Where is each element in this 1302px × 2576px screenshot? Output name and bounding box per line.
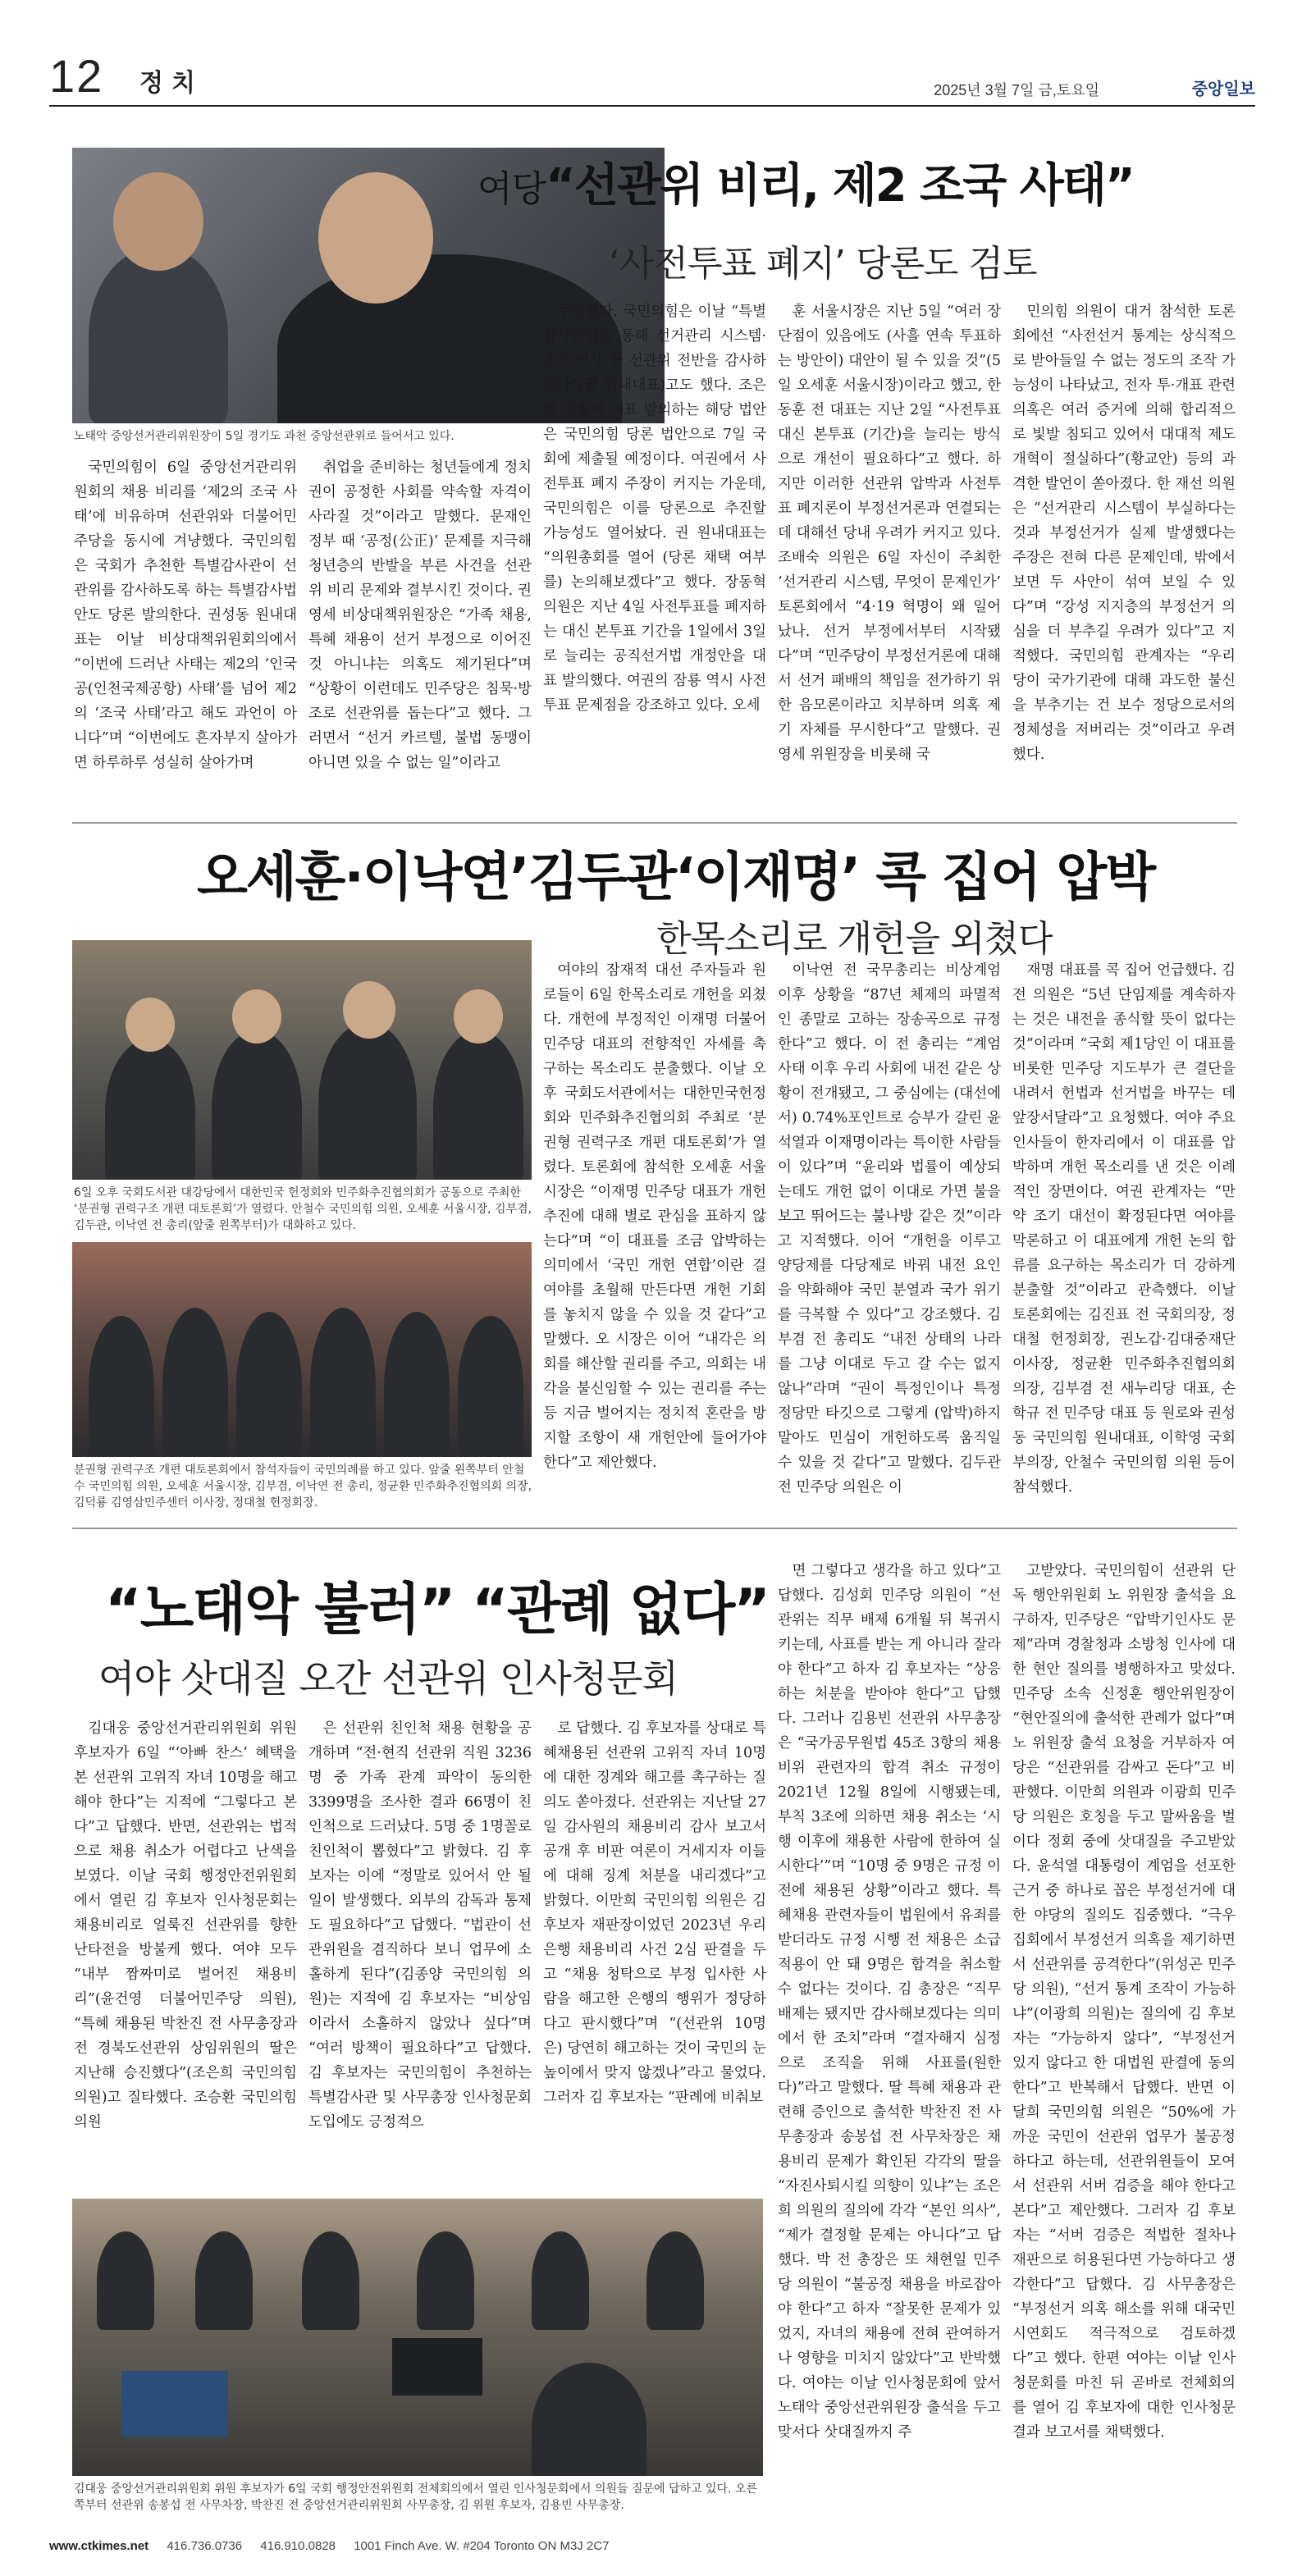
article1-subhead: ‘사전투표 폐지’ 당론도 검토 [609,243,1037,285]
article1-headline-prefix: 여당 [477,168,546,210]
article1-col3: 주장했다. 국민의힘은 이날 “특별감사관법을 통해 선거관리 시스템·조직·인사 등 선관위 전반을 감사하겠다”(권 원내대표)고도 했다. 조은희 의원이 대표 발의하는 해당 법안은 국민의힘 당론 법안으로 7일 국회에 제출될 예정이다. 여권에서 사전투표 폐지 주장이 커지는 가운데, 국민의힘은 이를 당론으로 추진할 가능성도 열어놨다. 권 원내대표는 “의원총회를 열어 (당론 채택 여부를) 논의해보겠다”고 했다. 장동혁 의원은 지난 4일 사전투표를 폐지하는 대신 본투표 기간을 1일에서 3일로 늘리는 공직선거법 개정안을 대표 발의했다. 여권의 잠룡 역시 사전투표 문제점을 강조하고 있다. 오세 [543,304,766,714]
article3-headline: “노태악 불러” “관례 없다” [105,1578,769,1642]
divider [72,822,1237,824]
article1-col2: 취업을 준비하는 청년들에게 정치권이 공정한 사회를 약속할 자격이 사라질 것”이라고 말했다. 문재인 정부 때 ‘공정(公正)’ 문제를 지극해 청년층의 반발을 부른 사건을 선관위 비리 문제와 결부시킨 것이다. 권영세 비상대책위원장은 “가족 채용, 특혜 채용이 선거 부정으로 이어진 것 아니냐는 의혹도 제기된다”며 “상황이 이런데도 민주당은 침묵·방조로 선관위를 돕는다”고 했다. 그러면서 “선거 카르텔, 불법 동맹이 아니면 있을 수 없는 일”이라고 [308,459,532,771]
footer-site: www.ctkimes.net [49,2539,149,2553]
article2-photo1 [72,940,532,1180]
footer-address: 1001 Finch Ave. W. #204 Toronto ON M3J 2C7 [354,2539,610,2553]
page-header [49,49,1255,107]
article3-photo-caption: 김대웅 중앙선거관리위원회 위원 후보자가 6일 국회 행정안전위원회 전체회의에서 열린 인사청문회에서 의원들 질문에 답하고 있다. 오른쪽부터 선관위 송봉섭 전 사무차장, 박찬진 전 중앙선거관리위원회 사무총장, 김 위원 후보자, 김용빈 사무총장. [74,2482,758,2512]
footer-phone2: 416.910.0828 [260,2539,336,2553]
article3-col1: 김대웅 중앙선거관리위원회 위원 후보자가 6일 “‘아빠 찬스’ 혜택을 본 선관위 고위직 자녀 10명을 해고해야 한다”는 지적에 “그렇다고 본다”고 답했다. 반면, 선관위는 법적으로 채용 취소가 어렵다고 난색을 보였다. 이날 국회 행정안전위원회에서 열린 김 후보자 인사청문회는 채용비리로 얼룩진 선관위를 향한 난타전을 방불케 했다. 여야 모두 “내부 짬짜미로 벌어진 채용비리”(윤건영 더불어민주당 의원), “특혜 채용된 박찬진 전 사무총장과 전 경북도선관위 상임위원의 딸은 지난해 승진했다”(조은희 국민의힘 의원)고 질타했다. 조승환 국민의힘 의원 [74,1720,297,2131]
article1-col5: 민의힘 의원이 대거 참석한 토론회에선 “사전선거 통계는 상식적으로 받아들일 수 없는 정도의 조작 가능성이 나타났고, 전자 투·개표 관련 의혹은 여러 증거에 의해 합리적으로 빛발 침되고 있어서 대대적 제도 개혁이 절실하다”(황교안) 등의 과격한 발언이 쏟아졌다. 한 재선 의원은 “선거관리 시스템이 부실하다는 것과 부정선거가 실제 발생했다는 주장은 전혀 다른 문제인데, 밖에서 보면 두 사안이 섞여 보일 수 있다”며 “강성 지지층의 부정선거 의심을 더 부추길 우려가 있다”고 지적했다. 국민의힘 관계자는 “우리 당이 국가기관에 대해 과도한 불신을 부추기는 건 보수 정당으로서의 정체성을 저버리는 것”이라고 우려했다. [1012,304,1236,763]
article3-col2: 은 선관위 친인척 채용 현황을 공개하며 “전·현직 선관위 직원 3236명 중 가족 관계 파악이 동의한 3399명을 조사한 결과 66명이 친인척으로 드러났다. 5명 중 1명꼴로 친인척이 뽑혔다”고 밝혔다. 김 후보자는 이에 “정말로 있어서 안 될 일이 발생했다. 외부의 감독과 통제도 필요하다”고 답했다. “법관이 선관위원을 겸직하다 보니 업무에 소홀하게 된다”(김종양 국민의힘 의원)는 지적에 김 후보자는 “비상임이라서 소홀하지 않았나 싶다”며 “여러 방책이 필요하다”고 답했다. 김 후보자는 국민의힘이 추천하는 특별감사관 및 사무총장 인사청문회 도입에도 긍정적으 [308,1720,532,2131]
article2-col1: 여야의 잠재적 대선 주자들과 원로들이 6일 한목소리로 개헌을 외쳤다. 개헌에 부정적인 이재명 더불어민주당 대표의 전향적인 자세를 촉구하는 목소리도 분출했다. 이날 오후 국회도서관에서는 대한민국헌정회와 민주화추진협의회 주최로 ‘분권형 권력구조 개편 대토론회’가 열렸다. 토론회에 참석한 오세훈 서울시장은 “이재명 민주당 대표가 개헌 추진에 대해 별로 관심을 표하지 않는다”며 “이 대표를 조금 압박하는 의미에서 ‘국민 개헌 연합’이란 걸 여야를 초월해 만든다면 개헌 기회를 놓치지 않을 수 있을 것 같다”고 말했다. 오 시장은 이어 “내각은 의회를 해산할 권리를 주고, 의회는 내각을 불신임할 수 있는 권리를 주는 등 지금 벌어지는 정치적 혼란을 방지할 조항이 새 개헌안에 들어가야 한다”고 제안했다. [543,962,766,1471]
article2-headline: 오세훈·이낙연’김두관‘이재명’ 콕 집어 압박 [197,847,1155,908]
article2-col3: 재명 대표를 콕 집어 언급했다. 김 전 의원은 “5년 단임제를 계속하자는 것은 내전을 종식할 뜻이 없다는 것”이라며 “국회 제1당인 이 대표를 비롯한 민주당 지도부가 큰 결단을 내려서 헌법과 선거법을 바꾸는 데 앞장서달라”고 요청했다. 여야 주요 인사들이 한자리에서 이 대표를 압박하며 개헌 목소리를 낸 것은 이례적인 장면이다. 여권 관계자는 “만약 조기 대선이 확정된다면 여야를 막론하고 이 대표에게 개헌 논의 합류를 요구하는 목소리가 더 강하게 분출할 것”이라고 관측했다. 이날 토론회에는 김진표 전 국회의장, 정대철 헌정회장, 권노갑·김대중재단 이사장, 정균환 민주화추진협의회 의장, 김부겸 전 새누리당 대표, 손학규 전 민주당 대표 등 원로와 권성동 국민의힘 원내대표, 이학영 국회부의장, 안철수 국민의힘 의원 등이 참석했다. [1012,962,1236,1496]
issue-date: 2025년 3월 7일 금,토요일 [934,82,1099,98]
article1-headline [477,149,1134,215]
section-name: 정치 [139,69,203,98]
article3-col3: 로 답했다. 김 후보자를 상대로 특혜채용된 선관위 고위직 자녀 10명에 대한 징계와 해고를 촉구하는 질의도 쏟아졌다. 선관위는 지난달 27일 감사원의 채용비리 감사 보고서 공개 후 비판 여론이 거세지자 이들에 대해 징계 처분을 내리겠다”고 밝혔다. 이만희 국민의힘 의원은 김 후보자 재판장이었던 2023년 우리은행 채용비리 사건 2심 판결을 두고 “채용 청탁으로 부정 입사한 사람을 해고한 은행의 행위가 정당하다고 판시했다”며 “(선관위 10명은) 당연히 해고하는 것이 국민의 눈높이에서 맞지 않겠나”라고 물었다. 그러자 김 후보자는 “판례에 비춰보 [543,1720,766,2106]
divider [72,1528,1237,1529]
article3-photo [72,2199,763,2476]
article1-col1: 국민의힘이 6일 중앙선거관리위원회의 채용 비리를 ‘제2의 조국 사태’에 비유하며 선관위와 더불어민주당을 동시에 겨냥했다. 국민의힘은 국회가 추천한 특별감사관이 선관위를 감사하도록 하는 특별감사법안도 당론 발의한다. 권성동 원내대표는 이날 비상대책위원회의에서 “이번에 드러난 사태는 제2의 ‘인국공(인천국제공항) 사태’를 넘어 제2의 ‘조국 사태’라고 해도 과언이 아니다”며 “이번에도 흔자부지 살아가면 하루하루 성실히 살아가며 [74,459,297,771]
article2-col2: 이낙연 전 국무총리는 비상계엄 이후 상황을 “87년 체제의 파멸적인 종말로 고하는 장송곡으로 규정한다”고 했다. 이 전 총리는 “계엄 사태 이후 우리 사회에 내전 같은 상황이 전개됐고, 그 중심에는 (대선에서) 0.74%포인트로 승부가 갈린 윤석열과 이재명이라는 특이한 사람들이 있다”며 “윤리와 법률이 예상되는데도 개헌 없이 이대로 가면 불을 보고 뛰어드는 불나방 같은 것”이라고 지적했다. 이어 “개헌을 이루고 양당제를 다당제로 바꿔 내전 요인을 약화해야 국민 분열과 국가 위기를 극복할 수 있다”고 강조했다. 김부겸 전 총리도 “내전 상태의 나라를 그냥 이대로 두고 갈 수는 없지 않나”라며 “권이 특정인이나 특정 정당만 타깃으로 그렇게 (압박)하지 말아도 민심이 개헌하도록 움직일 수 있을 것 같다”고 말했다. 김두관 전 민주당 의원은 이 [778,962,1001,1496]
article1-photo-caption: 노태악 중앙선거관리위원장이 5일 경기도 과천 중앙선관위로 들어서고 있다. [74,430,455,443]
article3-subhead: 여야 삿대질 오간 선관위 인사청문회 [98,1656,678,1701]
page-number: 12 [49,50,104,102]
article2-photo2 [72,1242,532,1457]
footer-phone1: 416.736.0736 [167,2539,243,2553]
article2-photo2-caption: 분권형 권력구조 개편 대토론회에서 참석자들이 국민의례를 하고 있다. 앞줄 왼쪽부터 안철수 국민의힘 의원, 오세훈 서울시장, 김부겸, 이낙연 전 총리, 정균환 민주화추진협의회 의장, 김덕룡 김영삼민주센터 이사장, 정대철 헌정회장. [74,1464,532,1510]
article1-headline-text: “선관위 비리, 제2 조국 사태” [546,159,1134,212]
paper-name: 중앙일보 [1191,79,1255,98]
page-footer [49,2539,1255,2560]
article3-col5: 고받았다. 국민의힘이 선관위 단독 행안위원회 노 위원장 출석을 요구하자, 민주당은 “압박기인사도 문제”라며 경찰청과 소방청 인사에 대한 현안 질의를 병행하자고 맞섰다. 민주당 소속 신정훈 행안위원장이 “현안질의에 출석한 관례가 없다”며 노 위원장 출석 요청을 거부하자 여당은 “선관위를 감싸고 돈다”고 비판했다. 이만희 의원과 이광희 민주당 의원은 호칭을 두고 말싸움을 벌이다 정회 중에 삿대질을 주고받았다. 윤석열 대통령이 계엄을 선포한 근거 중 하나로 꼽은 부정선거에 대한 야당의 질의도 집중했다. “극우 집회에서 부정선거 의혹을 제기하면서 선관위를 공격한다”(위성곤 민주당 의원), “선거 통계 조작이 가능하냐”(이광희 의원)는 질의에 김 후보자는 “가능하지 않다”, “부정선거 있지 않다고 한 대법원 판결에 동의한다”고 반복해서 답했다. 반면 이달희 국민의힘 의원은 “50%에 가까운 국민이 선관위 업무가 불공정하다고 하는데, 선관위원들이 모여서 선관위 서버 검증을 해야 한다고 본다”고 제안했다. 그러자 김 후보자는 “서버 검증은 적법한 절차나 재판으로 허용된다면 가능하다고 생각한다”고 답했다. 김 사무총장은 “부정선거 의혹 해소를 위해 대국민 시연회도 적극적으로 검토하겠다”고 했다. 한편 여야는 이날 인사청문회를 마친 뒤 곧바로 전체회의를 열어 김 후보자에 대한 인사청문 결과 보고서를 채택했다. [1012,1563,1236,2441]
article2-photo1-caption: 6일 오후 국회도서관 대강당에서 대한민국 헌정회와 민주화추진협의회가 공동으로 주최한 ‘분권형 권력구조 개편 대토론회’가 열렸다. 안철수 국민의힘 의원, 오세훈 서울시장, 김부겸, 김두관, 이낙연 전 총리(앞줄 왼쪽부터)가 대화하고 있다. [74,1186,532,1232]
article1-col4: 훈 서울시장은 지난 5일 “여러 장단점이 있음에도 (사흘 연속 투표하는 방안이) 대안이 될 수 있을 것”(5일 오세훈 서울시장)이라고 했고, 한동훈 전 대표는 지난 2일 “사전투표 대신 본투표 (기간)을 늘리는 방식으로 개선이 필요하다”고 했다. 하지만 이러한 선관위 압박과 사전투표 폐지론이 부정선거론과 연결되는 데 대해선 당내 우려가 커지고 있다. 조배숙 의원은 6일 자신이 주최한 ‘선거관리 시스템, 무엇이 문제인가’ 토론회에서 “4·19 혁명이 왜 일어났나. 선거 부정에서부터 시작됐다”며 “민주당이 부정선거론에 대해서 선거 패배의 책임을 전가하기 위한 음모론이라고 치부하며 의혹 제기 자체를 무시한다”고 말했다. 권영세 위원장을 비롯해 국 [778,304,1001,763]
article2-subhead: 한목소리로 개헌을 외쳤다 [656,918,1053,960]
article3-col4: 면 그렇다고 생각을 하고 있다”고 답했다. 김성회 민주당 의원이 “선관위는 직무 배제 6개월 뒤 복귀시키는데, 사표를 받는 게 아니라 잘라야 한다”고 하자 김 후보자는 “상응하는 처분을 받아야 한다”고 답했다. 그러나 김용빈 선관위 사무총장은 “국가공무원법 45조 3항의 채용 비위 관련자의 합격 취소 규정이 2021년 12월 8일에 시행됐는데, 부칙 3조에 의하면 채용 취소는 ‘시행 이후에 채용한 사람에 한하여 실시한다’”며 “10명 중 9명은 규정 이전에 채용된 상황”이라고 했다. 특혜채용 관련자들이 법원에서 유죄를 받더라도 규정 시행 전 채용은 소급 적용이 안 돼 9명은 합격을 취소할 수 없다는 것이다. 김 총장은 “직무 배제는 됐지만 감사해보겠다는 의미에서 한 조치”라며 “결자해지 심정으로 조직을 위해 사표를(원한다)”라고 말했다. 딸 특혜 채용과 관련해 증인으로 출석한 박찬진 전 사무총장과 송봉섭 전 사무차장은 채용비리 문제가 확인된 각각의 딸을 “자진사퇴시킬 의향이 있냐”는 조은희 의원의 질의에 각각 “본인 의사”, “제가 결정할 문제는 아니다”고 답했다. 박 전 총장은 또 채현일 민주당 의원이 “불공정 채용을 바로잡아야 한다”고 하자 “잘못한 문제가 있었지, 자녀의 채용에 전혀 관여하거나 영향을 미치지 않았다”고 반박했다. 여야는 이날 인사청문회에 앞서 노태악 중앙선관위원장 출석을 두고 맞서다 삿대질까지 주 [778,1563,1001,2441]
